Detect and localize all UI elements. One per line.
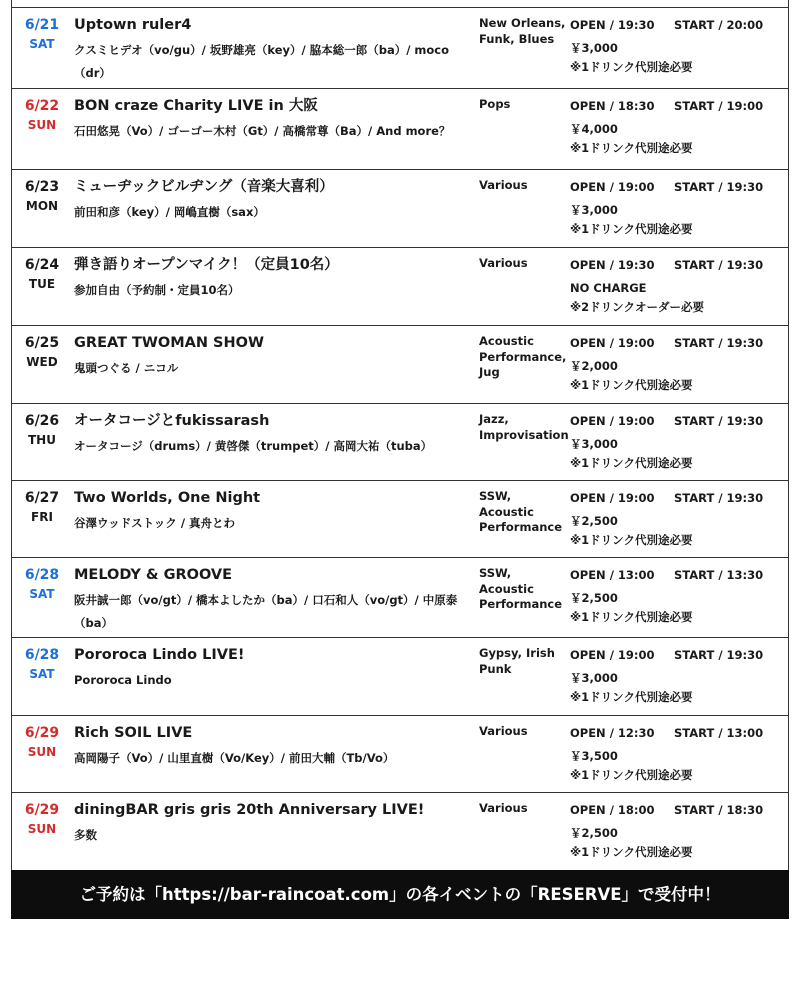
event-price: ￥2,000 [570,359,618,373]
event-open-time: OPEN / 13:00 [570,568,655,582]
event-date [12,97,72,133]
event-start-time: START / 19:30 [674,648,764,662]
event-open-time: OPEN / 12:30 [570,726,655,740]
event-performers: 鬼頭つぐる / ニコル [74,361,179,375]
reservation-banner[interactable]: ご予約は「https://bar-raincoat.com」の各イベントの「RESERVE」で受付中！ [11,870,789,919]
event-date-number: 6/24 [24,257,60,273]
event-row[interactable] [12,170,788,248]
event-row[interactable] [12,89,788,170]
event-genre: Various [479,178,528,192]
event-genre: New Orleans, Funk, Blues [479,16,566,46]
event-open-time: OPEN / 18:30 [570,99,655,113]
event-date [12,646,72,682]
event-drink-note: ※1ドリンク代別途必要 [570,222,693,236]
event-start-time: START / 19:30 [674,491,764,505]
event-date [12,724,72,760]
event-date [12,412,72,448]
event-open-time: OPEN / 19:00 [570,648,655,662]
event-start-time: START / 13:30 [674,568,764,582]
event-performers: 前田和彦（key）/ 岡嶋直樹（sax） [74,205,265,219]
event-price: ￥2,500 [570,591,618,605]
event-date [12,178,72,214]
event-day-of-week: MON [25,199,59,213]
event-day-of-week: SAT [29,37,55,51]
event-start-time: START / 19:00 [674,99,764,113]
event-open-time: OPEN / 19:00 [570,336,655,350]
event-drink-note: ※1ドリンク代別途必要 [570,610,693,624]
event-open-time: OPEN / 19:00 [570,491,655,505]
event-title[interactable]: Uptown ruler4 [74,17,192,33]
event-day-of-week: SUN [27,118,57,132]
event-genre: Various [479,256,528,270]
event-title[interactable]: GREAT TWOMAN SHOW [74,335,264,351]
event-date [12,489,72,525]
event-title[interactable]: diningBAR gris gris 20th Anniversary LIVE! [74,802,425,818]
event-price: NO CHARGE [570,281,647,295]
event-start-time: START / 18:30 [674,803,764,817]
event-date-number: 6/23 [24,179,60,195]
event-drink-note: ※1ドリンク代別途必要 [570,141,693,155]
schedule-table [11,0,789,871]
event-date-number: 6/21 [24,17,60,33]
event-row[interactable] [12,481,788,558]
event-price: ￥3,000 [570,437,618,451]
event-row[interactable] [12,248,788,326]
event-row[interactable] [12,793,788,871]
event-genre: Gypsy, Irish Punk [479,646,555,676]
event-drink-note: ※1ドリンク代別途必要 [570,378,693,392]
event-genre: Acoustic Performance, Jug [479,334,567,379]
event-drink-note: ※1ドリンク代別途必要 [570,845,693,859]
event-row[interactable] [12,716,788,793]
event-price: ￥3,000 [570,203,618,217]
event-price: ￥3,500 [570,749,618,763]
event-open-time: OPEN / 19:00 [570,180,655,194]
event-open-time: OPEN / 19:00 [570,414,655,428]
event-start-time: START / 13:00 [674,726,764,740]
event-day-of-week: THU [28,433,56,447]
event-day-of-week: SUN [27,822,57,836]
event-day-of-week: TUE [28,277,56,291]
event-genre: Various [479,724,528,738]
event-open-time: OPEN / 19:30 [570,18,655,32]
event-performers: オータコージ（drums）/ 黄啓傑（trumpet）/ 高岡大祐（tuba） [74,439,433,453]
event-title[interactable]: オータコージとfukissarash [74,413,270,429]
event-start-time: START / 19:30 [674,336,764,350]
event-row[interactable] [12,638,788,716]
event-drink-note: ※1ドリンク代別途必要 [570,456,693,470]
event-genre: Various [479,801,528,815]
event-performers: 多数 [74,828,97,842]
event-date-number: 6/27 [24,490,60,506]
event-day-of-week: SAT [29,667,55,681]
event-start-time: START / 19:30 [674,180,764,194]
event-genre: SSW, Acoustic Performance [479,489,563,534]
event-open-time: OPEN / 19:30 [570,258,655,272]
event-performers: クスミヒデオ（vo/gu）/ 坂野雄亮（key）/ 脇本総一郎（ba）/ moco（dr） [74,43,450,80]
event-date [12,566,72,602]
event-date-number: 6/25 [24,335,60,351]
event-date [12,801,72,837]
event-title[interactable]: BON craze Charity LIVE in 大阪 [74,98,318,114]
event-performers: Pororoca Lindo [74,673,172,687]
event-day-of-week: WED [26,355,58,369]
event-date-number: 6/22 [24,98,60,114]
event-performers: 谷澤ウッドストック / 真舟とわ [74,516,236,530]
event-genre: Jazz, Improvisation [479,412,569,442]
event-performers: 阪井誠一郎（vo/gt）/ 橋本よしたか（ba）/ 口石和人（vo/gt）/ 中原泰（ba） [74,593,458,630]
event-row[interactable] [12,404,788,481]
event-date-number: 6/29 [24,725,60,741]
event-row[interactable] [12,8,788,89]
event-drink-note: ※2ドリンクオーダー必要 [570,300,704,314]
event-price: ￥4,000 [570,122,618,136]
event-day-of-week: SUN [27,745,57,759]
table-top-border [12,0,788,8]
event-drink-note: ※1ドリンク代別途必要 [570,60,693,74]
event-title[interactable]: MELODY & GROOVE [74,567,233,583]
event-date [12,256,72,292]
event-price: ￥2,500 [570,514,618,528]
event-title[interactable]: Pororoca Lindo LIVE! [74,647,245,663]
event-title[interactable]: 弾き語りオープンマイク！（定員10名） [74,257,339,273]
event-drink-note: ※1ドリンク代別途必要 [570,768,693,782]
event-performers: 石田悠晃（Vo）/ ゴーゴー木村（Gt）/ 高橋常尊（Ba）/ And more？ [74,124,451,138]
event-performers: 参加自由（予約制・定員10名） [74,283,240,297]
event-title[interactable]: Two Worlds, One Night [74,490,261,506]
event-drink-note: ※1ドリンク代別途必要 [570,533,693,547]
event-title[interactable]: ミューヂックビルヂング（音楽大喜利） [74,179,334,195]
event-price: ￥2,500 [570,826,618,840]
event-list [12,8,788,871]
event-row[interactable] [12,326,788,404]
event-date [12,16,72,52]
event-date [12,334,72,370]
event-day-of-week: FRI [31,510,53,524]
event-genre: Pops [479,97,511,111]
event-row[interactable] [12,558,788,638]
event-performers: 高岡陽子（Vo）/ 山里直樹（Vo/Key）/ 前田大輔（Tb/Vo） [74,751,395,765]
event-price: ￥3,000 [570,671,618,685]
event-start-time: START / 19:30 [674,414,764,428]
event-drink-note: ※1ドリンク代別途必要 [570,690,693,704]
event-price: ￥3,000 [570,41,618,55]
event-date-number: 6/28 [24,647,60,663]
event-start-time: START / 20:00 [674,18,764,32]
event-date-number: 6/26 [24,413,60,429]
event-genre: SSW, Acoustic Performance [479,566,563,611]
event-title[interactable]: Rich SOIL LIVE [74,725,193,741]
event-day-of-week: SAT [29,587,55,601]
event-date-number: 6/29 [24,802,60,818]
event-start-time: START / 19:30 [674,258,764,272]
event-date-number: 6/28 [24,567,60,583]
event-open-time: OPEN / 18:00 [570,803,655,817]
